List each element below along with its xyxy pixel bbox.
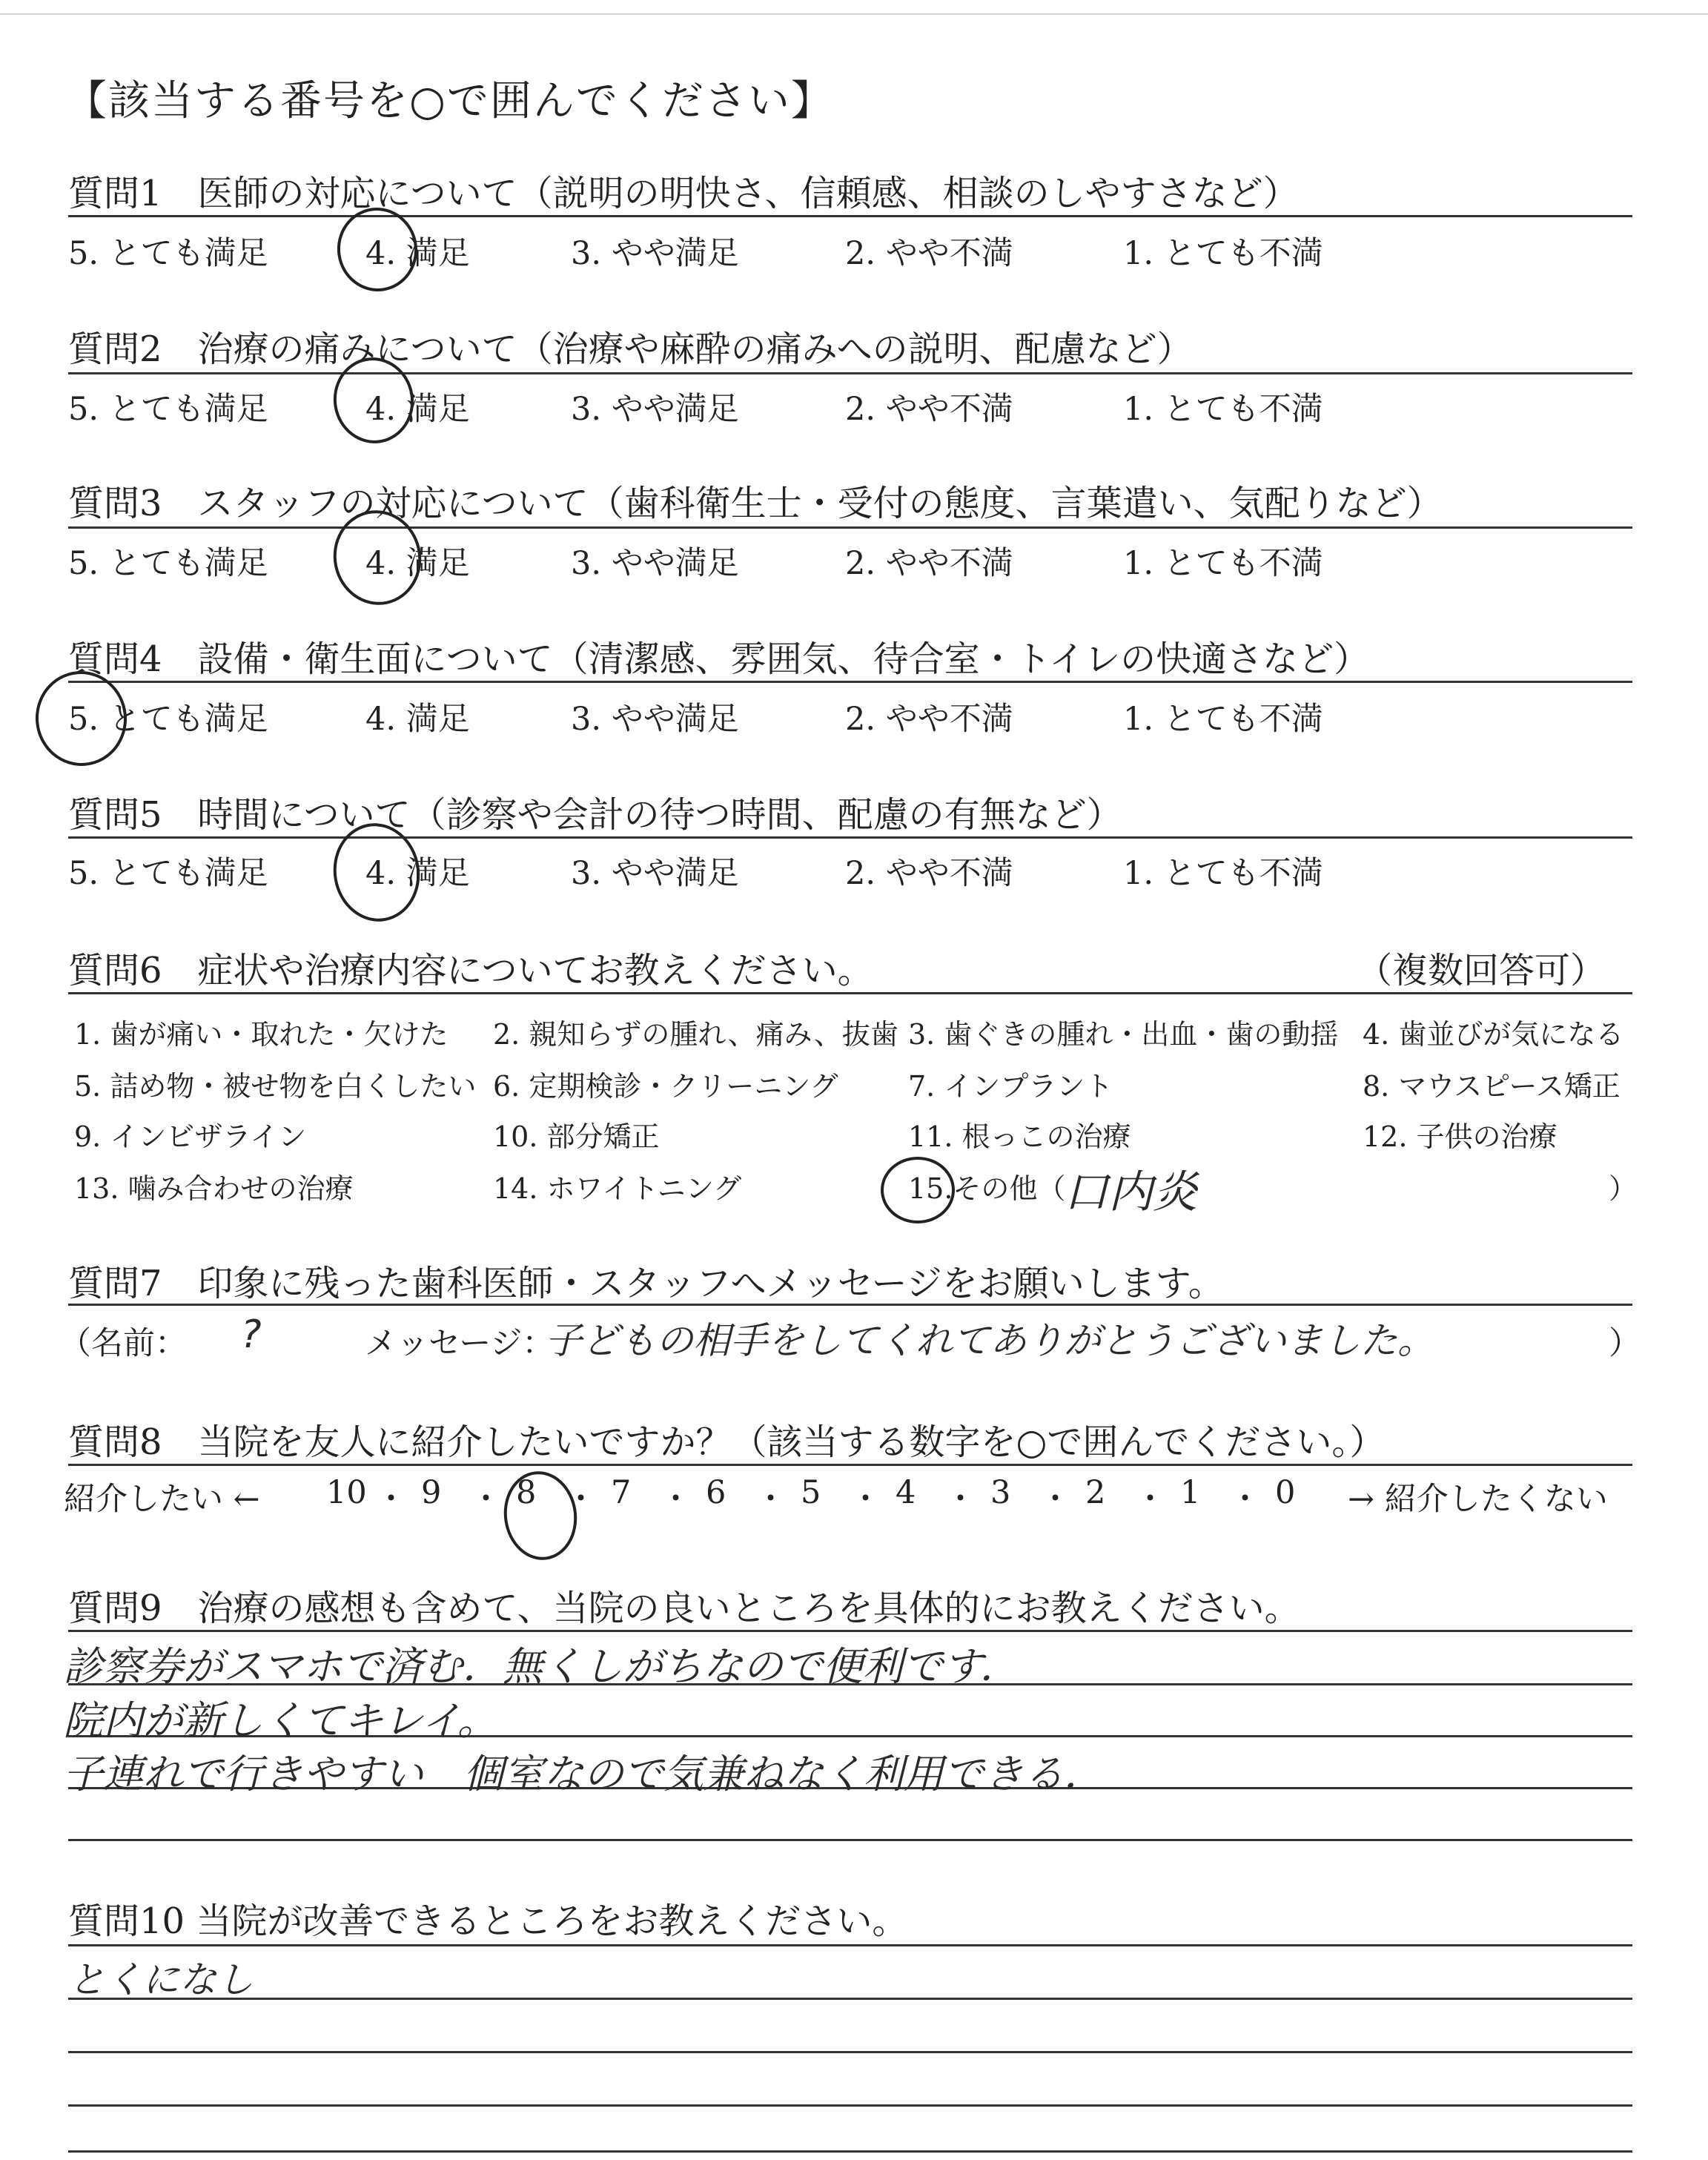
q8-scale-separator: ・ — [1039, 1481, 1071, 1518]
q8-scale-0[interactable]: 0 — [1275, 1474, 1296, 1511]
q8-scale-separator: ・ — [470, 1481, 502, 1518]
q1-option-2[interactable]: 2. やや不満 — [845, 235, 1013, 272]
q6-title: 質問6 症状や治療内容についてお教えください。 — [68, 950, 873, 991]
q8-scale-8[interactable]: 8 — [516, 1474, 537, 1511]
q6-rule — [68, 992, 1632, 994]
q8-title: 質問8 当院を友人に紹介したいですか？（該当する数字を○で囲んでください。） — [68, 1421, 1386, 1463]
q8-scale-2[interactable]: 2 — [1085, 1474, 1106, 1511]
q1-rule — [68, 215, 1632, 217]
q10-title: 質問10 当院が改善できるところをお教えください。 — [68, 1900, 908, 1942]
q2-rule — [68, 372, 1632, 374]
q9-answer-2[interactable]: 院内が新しくてキレイ。 — [63, 1697, 497, 1744]
q6-other-handwritten: 口内炎 — [1064, 1166, 1197, 1218]
q2-option-2[interactable]: 2. やや不満 — [845, 391, 1013, 428]
q7-message-label: メッセージ： — [365, 1325, 555, 1362]
q1-option-5[interactable]: 5. とても満足 — [68, 235, 268, 272]
q3-option-5[interactable]: 5. とても満足 — [68, 545, 268, 582]
page-top-border — [0, 13, 1708, 15]
q5-option-2[interactable]: 2. やや不満 — [845, 855, 1013, 892]
q6-option-4[interactable]: 4. 歯並びが気になる — [1363, 1018, 1624, 1051]
q8-scale-4[interactable]: 4 — [896, 1474, 916, 1511]
q8-scale-separator: ・ — [660, 1481, 692, 1518]
q6-selection-circle — [881, 1157, 955, 1223]
q6-option-5[interactable]: 5. 詰め物・被せ物を白くしたい — [74, 1070, 477, 1103]
q7-name-value[interactable]: ? — [241, 1312, 262, 1357]
q1-option-1[interactable]: 1. とても不満 — [1123, 235, 1323, 272]
q3-option-1[interactable]: 1. とても不満 — [1123, 545, 1323, 582]
q1-option-3[interactable]: 3. やや満足 — [571, 235, 739, 272]
q8-scale-separator: ・ — [375, 1481, 407, 1518]
q6-option-7[interactable]: 7. インプラント — [908, 1070, 1113, 1103]
q4-option-2[interactable]: 2. やや不満 — [845, 701, 1013, 738]
q5-rule — [68, 836, 1632, 839]
q10-rule-3 — [68, 2051, 1632, 2053]
q10-rule-1 — [68, 1944, 1632, 1946]
q6-option-2[interactable]: 2. 親知らずの腫れ、痛み、抜歯 — [493, 1018, 898, 1051]
q8-scale-7[interactable]: 7 — [611, 1474, 632, 1511]
q3-option-2[interactable]: 2. やや不満 — [845, 545, 1013, 582]
q8-scale-5[interactable]: 5 — [801, 1474, 821, 1511]
q6-option-14[interactable]: 14. ホワイトニング — [493, 1172, 742, 1205]
q1-title: 質問1 医師の対応について（説明の明快さ、信頼感、相談のしやすさなど） — [68, 173, 1299, 214]
q2-option-5[interactable]: 5. とても満足 — [68, 391, 268, 428]
q9-answer-1[interactable]: 診察券がスマホで済む．無くしがちなので便利です． — [63, 1643, 1020, 1690]
q3-rule — [68, 526, 1632, 529]
q8-scale-separator: ・ — [1134, 1481, 1166, 1518]
q9-title: 質問9 治療の感想も含めて、当院の良いところを具体的にお教えください。 — [68, 1588, 1300, 1629]
q6-option-13[interactable]: 13. 噛み合わせの治療 — [74, 1172, 354, 1205]
q8-scale-separator: ・ — [565, 1481, 597, 1518]
q8-scale-separator: ・ — [755, 1481, 787, 1518]
q6-option-10[interactable]: 10. 部分矯正 — [493, 1120, 660, 1153]
q7-message-value[interactable]: 子どもの相手をしてくれてありがとうございました。 — [545, 1319, 1434, 1362]
q6-option-6[interactable]: 6. 定期検診・クリーニング — [493, 1070, 838, 1103]
q5-option-5[interactable]: 5. とても満足 — [68, 855, 268, 892]
q10-rule-5 — [68, 2150, 1632, 2153]
q7-name-label: （名前： — [59, 1325, 187, 1362]
q7-title: 質問7 印象に残った歯科医師・スタッフへメッセージをお願いします。 — [68, 1263, 1224, 1304]
q9-rule-5 — [68, 1839, 1632, 1841]
q9-rule-1 — [68, 1630, 1632, 1632]
q3-title: 質問3 スタッフの対応について（歯科衛生士・受付の態度、言葉遣い、気配りなど） — [68, 483, 1443, 524]
q6-option-11[interactable]: 11. 根っこの治療 — [908, 1120, 1131, 1153]
q8-scale-separator: ・ — [1229, 1481, 1261, 1518]
q2-title: 質問2 治療の痛みについて（治療や麻酔の痛みへの説明、配慮など） — [68, 328, 1193, 370]
q7-rule — [68, 1304, 1632, 1306]
q8-scale-1[interactable]: 1 — [1180, 1474, 1201, 1511]
q6-multiple-note: （複数回答可） — [1357, 950, 1606, 991]
q8-scale-9[interactable]: 9 — [421, 1474, 442, 1511]
q8-scale-separator: ・ — [944, 1481, 976, 1518]
q10-rule-2 — [68, 1998, 1632, 2000]
q2-option-3[interactable]: 3. やや満足 — [571, 391, 739, 428]
q8-rule — [68, 1464, 1632, 1466]
q5-option-3[interactable]: 3. やや満足 — [571, 855, 739, 892]
q5-option-4[interactable]: 4. 満足 — [365, 855, 470, 892]
q3-option-4[interactable]: 4. 満足 — [365, 545, 470, 582]
q8-scale-separator: ・ — [850, 1481, 881, 1518]
q6-option-8[interactable]: 8. マウスピース矯正 — [1363, 1070, 1621, 1103]
q6-option-3[interactable]: 3. 歯ぐきの腫れ・出血・歯の動揺 — [908, 1018, 1339, 1051]
q6-other-close-paren: ） — [1609, 1172, 1638, 1205]
q6-option-9[interactable]: 9. インビザライン — [74, 1120, 307, 1153]
q8-scale-6[interactable]: 6 — [706, 1474, 726, 1511]
q5-option-1[interactable]: 1. とても不満 — [1123, 855, 1323, 892]
q9-answer-3[interactable]: 子連れで行きやすい 個室なので気兼ねなく利用できる． — [63, 1751, 1104, 1797]
q10-rule-4 — [68, 2104, 1632, 2107]
form-heading: 【該当する番号を○で囲んでください】 — [65, 77, 834, 125]
q2-option-4[interactable]: 4. 満足 — [365, 391, 470, 428]
q2-option-1[interactable]: 1. とても不満 — [1123, 391, 1323, 428]
q10-answer-1[interactable]: とくになし — [68, 1958, 254, 2001]
q6-option-15-other[interactable]: 15.その他（ — [908, 1172, 1066, 1205]
q8-right-label: → 紹介したくない — [1348, 1481, 1608, 1518]
q6-option-1[interactable]: 1. 歯が痛い・取れた・欠けた — [74, 1018, 448, 1051]
q4-option-3[interactable]: 3. やや満足 — [571, 701, 739, 738]
q4-title: 質問4 設備・衛生面について（清潔感、雰囲気、待合室・トイレの快適さなど） — [68, 638, 1370, 680]
q4-option-5[interactable]: 5. とても満足 — [68, 701, 268, 738]
q5-title: 質問5 時間について（診察や会計の待つ時間、配慮の有無など） — [68, 794, 1122, 836]
q6-option-12[interactable]: 12. 子供の治療 — [1363, 1120, 1558, 1153]
q7-close-paren: ） — [1609, 1325, 1641, 1362]
q8-left-label: 紹介したい ← — [64, 1481, 260, 1518]
q3-option-3[interactable]: 3. やや満足 — [571, 545, 739, 582]
q4-rule — [68, 681, 1632, 683]
q1-option-4[interactable]: 4. 満足 — [365, 235, 470, 272]
q8-scale-3[interactable]: 3 — [990, 1474, 1011, 1511]
q4-option-4[interactable]: 4. 満足 — [365, 701, 470, 738]
q8-scale-10[interactable]: 10 — [326, 1474, 367, 1511]
q4-option-1[interactable]: 1. とても不満 — [1123, 701, 1323, 738]
